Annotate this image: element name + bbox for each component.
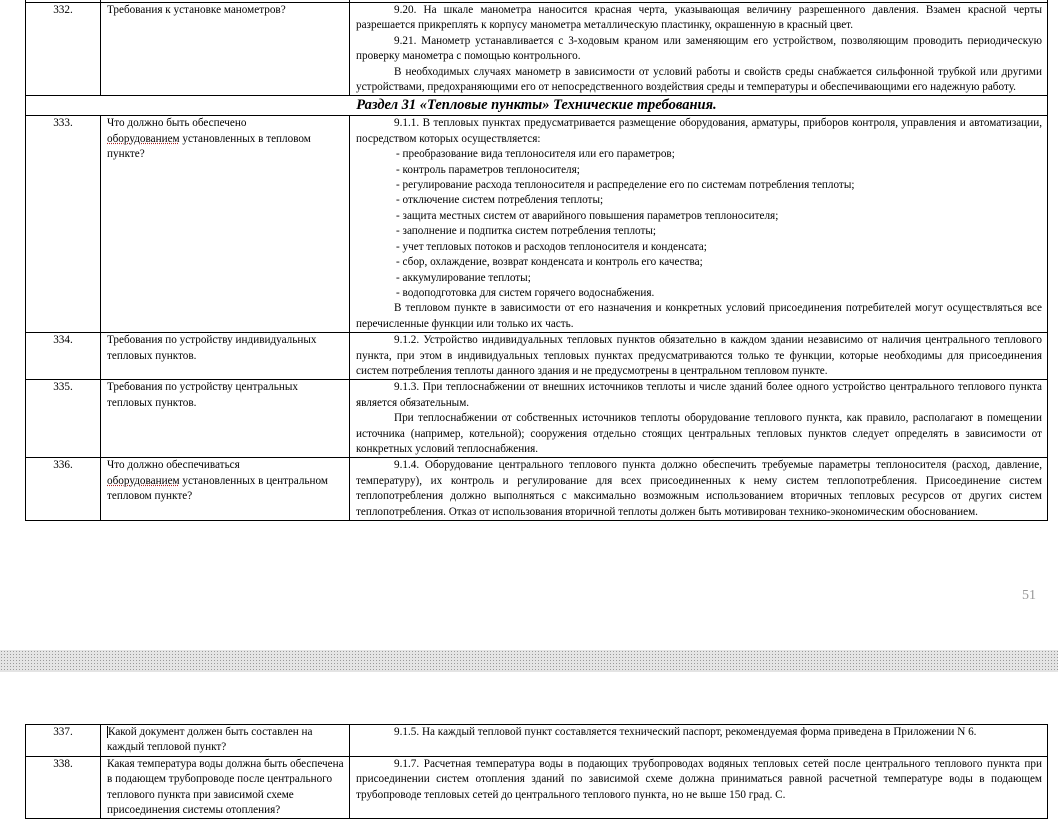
row-number: 338. [26,756,101,819]
list-item: - преобразование вида теплоносителя или его параметров; [396,148,675,161]
list-item: - регулирование расхода теплоносителя и распределение его по системам потребления теплоты; [396,179,855,192]
row-number: 334. [26,333,101,380]
table-row-332 [26,3,1048,96]
answer-cell: 9.20. На шкале манометра наносится красная черта, указывающая величину разрешенного давления. Взамен красной черты разрешается прикреплять к корпусу манометра металлическую пластинку, окрашенную в красный цвет. 9.21. Манометр устанавливается с 3-ходовым краном или заменяющим его устройством, позволяющим проводить периодическую проверку манометра с помощью контрольного. В необходимых случаях манометр в зависимости от условий работы и свойств среды снабжается сильфонной трубкой или другими устройствами, предохраняющими его от непосредственного воздействия среды и температуры и обеспечивающими его надежную работу. [350,3,1048,96]
page-number: 51 [1022,588,1036,603]
table-row-336 [26,458,1048,521]
answer-cell: 9.1.4. Оборудование центрального теплового пункта должно обеспечить требуемые параметры теплоносителя (расход, давление, температуру), их контроль и регулирование для всех присоединенных к нему систем теплопотребления. Присоединение систем теплопотребления должно выполняться с максимально возможным использованием вторичных тепловых ресурсов от других систем теплопотребления. Отказ от использования вторичной теплоты должен быть мотивирован технико-экономическим обоснованием. [350,458,1048,521]
row-number: 336. [26,458,101,521]
question-cell: Требования по устройству индивидуальных тепловых пунктов. [101,333,350,380]
spellcheck-underlined-word: оборудованием [107,132,180,145]
question-cell: Что должно быть обеспечено оборудованием установленных в тепловом пункте? [101,116,350,333]
table-row-338 [26,756,1048,819]
list-item: - сбор, охлаждение, возврат конденсата и контроль его качества; [396,256,703,269]
answer-cell: 9.1.1. В тепловых пунктах предусматривается размещение оборудования, арматуры, приборов контроля, управления и автоматизации, посредством которых осуществляется: - преобразование вида теплоносителя или его параметров; - контроль параметров теплоносителя; - регулирование расхода теплоносителя и распределение его по системам потребления теплоты; - отключение систем потребления теплоты; - защита местных систем от аварийного повышения параметров теплоносителя; - заполнение и подпитка систем потребления теплоты; - учет тепловых потоков и расходов теплоносителя и конденсата; - сбор, охлаждение, возврат конденсата и контроль его качества; - аккумулирование теплоты; - водоподготовка для систем горячего водоснабжения. В тепловом пункте в зависимости от его назначения и конкретных условий присоединения потребителей могут осуществляться все перечисленные функции или только их часть. [350,116,1048,333]
question-cell: Какая температура воды должна быть обеспечена в подающем трубопроводе после центрального теплового пункта при зависимой схеме присоединения системы отопления? [101,756,350,819]
document-page-52[interactable] [0,672,1058,832]
question-cell[interactable]: Какой документ должен быть составлен на каждый тепловой пункт? [101,725,350,757]
list-item: - аккумулирование теплоты; [396,271,531,284]
qa-table [25,724,1048,819]
list-item: - учет тепловых потоков и расходов теплоносителя и конденсата; [396,240,707,253]
table-row-333 [26,116,1048,333]
page-break-gap [0,650,1058,672]
list-item: - заполнение и подпитка систем потребления теплоты; [396,225,657,238]
row-number: 337. [26,725,101,757]
list-item: - отключение систем потребления теплоты; [396,194,604,207]
answer-cell: 9.1.2. Устройство индивидуальных тепловых пунктов обязательно в каждом здании независимо от наличия центрального теплового пункта, при этом в индивидуальных тепловых пунктах предусматриваются только те функции, которые необходимы для присоединения систем потребления теплоты данного здания и не предусмотрены в центральном тепловом пункте. [350,333,1048,380]
table-row-337 [26,725,1048,757]
qa-table [25,0,1048,521]
question-cell: Требования к установке манометров? [101,3,350,96]
answer-cell: 9.1.5. На каждый тепловой пункт составляется технический паспорт, рекомендуемая форма приведена в Приложении N 6. [350,725,1048,757]
spellcheck-underlined-word: оборудованием [107,474,180,487]
table-row-335 [26,380,1048,458]
table-row-334 [26,333,1048,380]
section-heading-row [26,96,1048,116]
row-number: 335. [26,380,101,458]
row-number: 332. [26,3,101,96]
section-title: Раздел 31 «Тепловые пункты» Технические требования. [26,96,1048,116]
question-cell: Требования по устройству центральных тепловых пунктов. [101,380,350,458]
row-number: 333. [26,116,101,333]
answer-cell: 9.1.3. При теплоснабжении от внешних источников теплоты и числе зданий более одного устройство центрального теплового пункта является обязательным. При теплоснабжении от собственных источников теплоты оборудование теплового пункта, как правило, располагают в помещении источника (например, котельной); сооружения отдельно стоящих центральных тепловых пунктов следует определять в зависимости от конкретных условий теплоснабжения. [350,380,1048,458]
list-item: - контроль параметров теплоносителя; [396,163,580,176]
list-item: - водоподготовка для систем горячего водоснабжения. [396,286,655,299]
list-item: - защита местных систем от аварийного повышения параметров теплоносителя; [396,209,779,222]
answer-cell: 9.1.7. Расчетная температура воды в подающих трубопроводах водяных тепловых сетей после центрального теплового пункта при присоединении систем отопления зданий по зависимой схеме должна приниматься равной расчетной температуре воды в подающем трубопроводе тепловых сетей до центрального теплового пункта, но не выше 150 град. С. [350,756,1048,819]
question-cell: Что должно обеспечиваться оборудованием установленных в центральном тепловом пункте? [101,458,350,521]
